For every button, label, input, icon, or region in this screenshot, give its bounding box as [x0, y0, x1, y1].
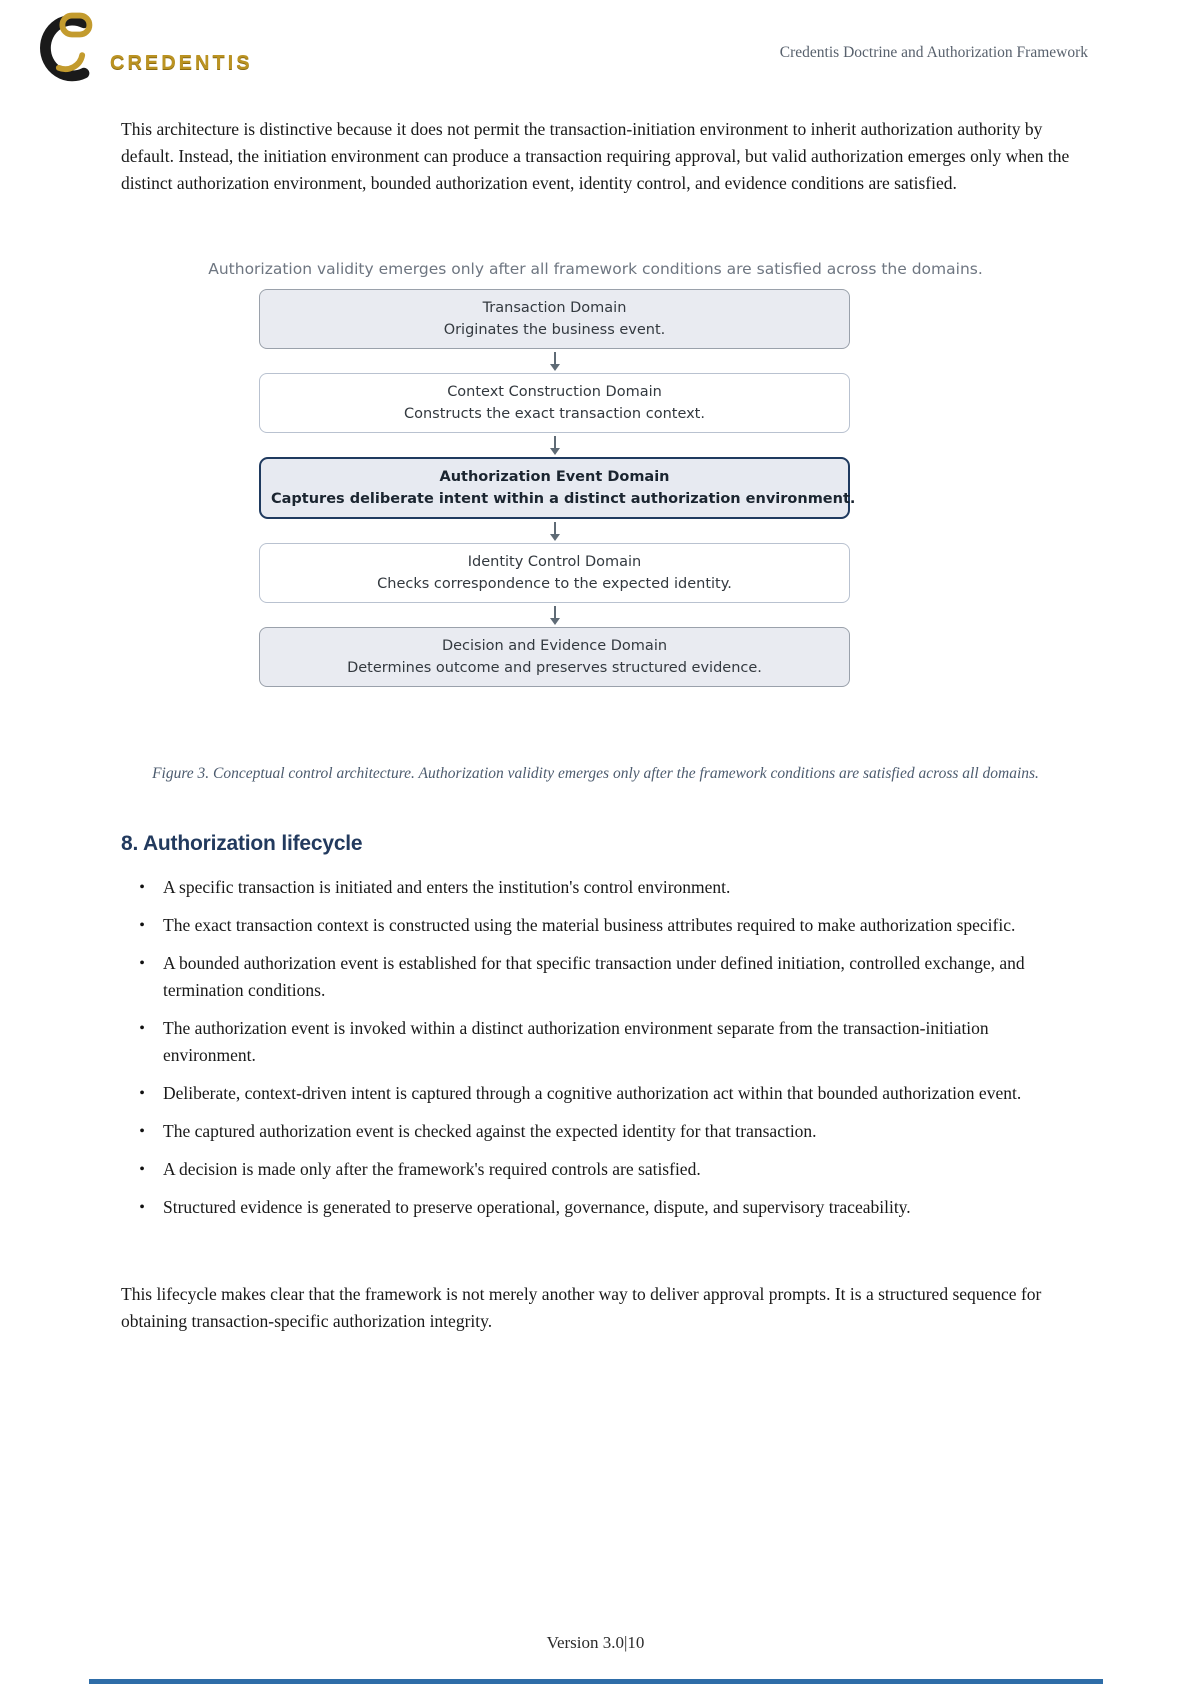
- footer-accent-bar: [89, 1679, 1103, 1684]
- section-heading: 8. Authorization lifecycle: [121, 832, 363, 855]
- bullet-icon: •: [139, 955, 145, 972]
- diagram-top-caption: Authorization validity emerges only after all framework conditions are satisfied across the domains.: [208, 260, 983, 278]
- list-item: [121, 1080, 1073, 1107]
- node-title: Identity Control Domain: [467, 554, 642, 570]
- list-item-text: Deliberate, context-driven intent is captured through a cognitive authorization act within that bounded authorization event.: [163, 1083, 1022, 1103]
- bullet-icon: •: [139, 917, 145, 934]
- control-architecture-diagram: [259, 289, 856, 687]
- list-item-text: A specific transaction is initiated and enters the institution's control environment.: [163, 877, 731, 897]
- credentis-logo: [30, 8, 360, 92]
- bullet-icon: •: [139, 1199, 145, 1216]
- list-item: [121, 1015, 1073, 1069]
- list-item-text: A bounded authorization event is established for that specific transaction under defined initiation, controlled exchange, and termination conditions.: [163, 953, 1025, 1000]
- node-subtitle: Originates the business event.: [443, 322, 666, 338]
- diagram-node-decision-evidence-domain: [259, 627, 850, 687]
- node-title: Transaction Domain: [482, 300, 627, 316]
- list-item-text: The captured authorization event is checked against the expected identity for that transaction.: [163, 1121, 817, 1141]
- bullet-icon: •: [139, 879, 145, 896]
- list-item: [121, 950, 1073, 1004]
- figure-caption: Figure 3. Conceptual control architecture. Authorization validity emerges only after the framework conditions are satisfied across all domains.: [152, 765, 1039, 782]
- node-title: Decision and Evidence Domain: [441, 638, 668, 654]
- list-item: [121, 912, 1073, 939]
- arrow-down-icon: [550, 436, 560, 455]
- arrow-down-icon: [550, 522, 560, 541]
- list-item-text: The authorization event is invoked within a distinct authorization environment separate from the transaction-initiation environment.: [163, 1018, 989, 1065]
- node-subtitle: Constructs the exact transaction context.: [404, 406, 705, 422]
- node-subtitle: Checks correspondence to the expected identity.: [377, 576, 732, 592]
- diagram-node-identity-control-domain: [259, 543, 850, 603]
- diagram-node-context-construction-domain: [259, 373, 850, 433]
- diagram-node-transaction-domain: [259, 289, 850, 349]
- list-item: [121, 874, 1073, 901]
- bullet-icon: •: [139, 1085, 145, 1102]
- list-item-text: The exact transaction context is constructed using the material business attributes required to make authorization specific.: [163, 915, 1016, 935]
- node-subtitle: Determines outcome and preserves structured evidence.: [347, 660, 762, 676]
- node-title: Authorization Event Domain: [439, 469, 670, 485]
- arrow-down-icon: [550, 606, 560, 625]
- list-item: [121, 1194, 1073, 1221]
- diagram-node-authorization-event-domain: [259, 457, 856, 519]
- intro-paragraph: This architecture is distinctive because it does not permit the transaction-initiation environment to inherit authorization authority by default. Instead, the initiation environment can produce a transaction requiring approval, but valid authorization emerges only when the distinct authorization environment, bounded authorization event, identity control, and evidence conditions are satisfied.: [121, 119, 1070, 193]
- bullet-icon: •: [139, 1123, 145, 1140]
- node-subtitle: Captures deliberate intent within a distinct authorization environment.: [271, 491, 856, 507]
- list-item-text: Structured evidence is generated to preserve operational, governance, dispute, and supervisory traceability.: [163, 1197, 911, 1217]
- bullet-icon: •: [139, 1020, 145, 1037]
- authorization-lifecycle-list: [121, 874, 1073, 1232]
- node-title: Context Construction Domain: [447, 384, 662, 400]
- list-item: [121, 1156, 1073, 1183]
- bullet-icon: •: [139, 1161, 145, 1178]
- logo-wordmark: CREDENTIS: [110, 52, 253, 74]
- document-header-title: Credentis Doctrine and Authorization Framework: [779, 44, 1088, 61]
- arrow-down-icon: [550, 352, 560, 371]
- closing-paragraph: This lifecycle makes clear that the framework is not merely another way to deliver approval prompts. It is a structured sequence for obtaining transaction-specific authorization integrity.: [121, 1284, 1042, 1331]
- list-item: [121, 1118, 1073, 1145]
- list-item-text: A decision is made only after the framework's required controls are satisfied.: [163, 1159, 701, 1179]
- credentis-logo-mark-icon: [30, 10, 102, 86]
- page-footer-version: Version 3.0|10: [546, 1633, 645, 1652]
